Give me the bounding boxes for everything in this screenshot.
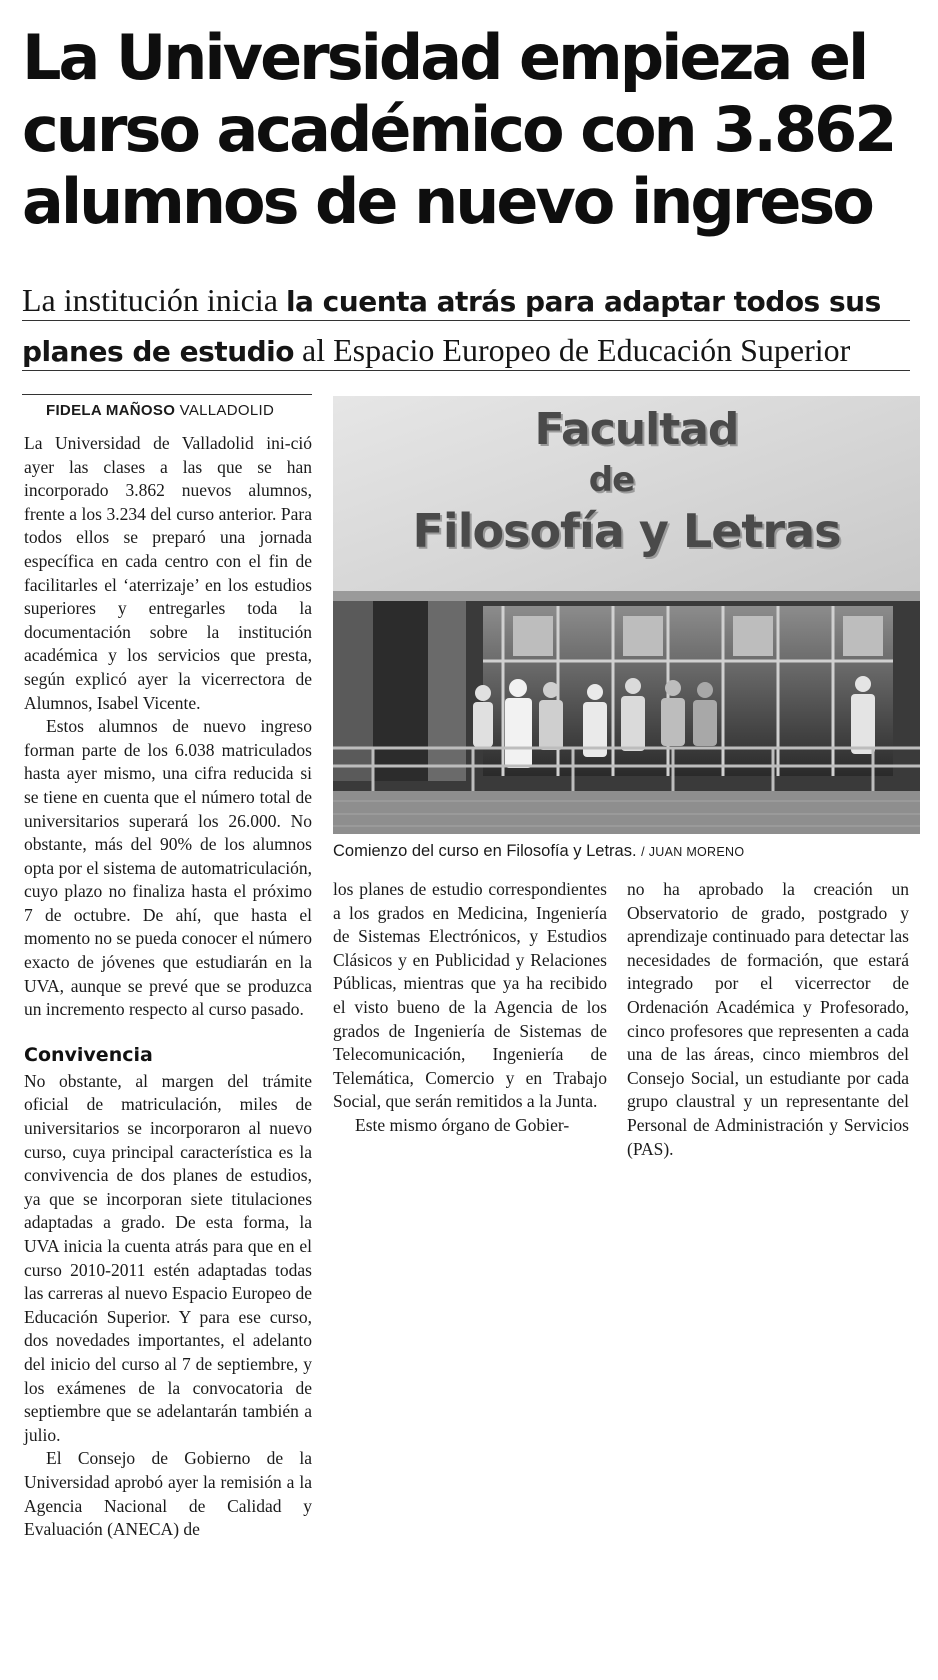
column-3 [627, 878, 909, 1161]
col3-paragraph-1: no ha aprobado la creación un Observatorio de grado, postgrado y aprendizaje continuado para detectar las necesidades de formación, que estará integrado por el vicerrector de Ordenación Académica y Profesorado, cinco profesores que representen a cada una de las áreas, cinco miembros del Consejo Social, un estudiante por cada grupo claustral y un representante del Personal de Administración y Servicios (PAS). [627, 879, 909, 1159]
byline-rule [22, 394, 312, 395]
col2-paragraph-1: los planes de estudio correspondientes a los grados en Medicina, Ingeniería de Sistemas Electrónicos, y Estudios Clásicos y en Publicidad y Relaciones Públicas, mientras que ya ha recibido el visto bueno de la Agencia de los grados de Ingeniería de Sistemas de Telecomunicación, Ingeniería de Telemática, Comercio y en Trabajo Social, que serán remitidos a la Junta. [333, 879, 607, 1112]
subhead-part-3: planes de estudio [22, 335, 295, 368]
headline-line-1: La Universidad empieza el [22, 21, 867, 94]
col1-paragraph-4: El Consejo de Gobierno de la Universidad aprobó ayer la remisión a la Agencia Nacional de Calidad y Evaluación (ANECA) de [24, 1448, 312, 1540]
subhead [22, 276, 922, 376]
subhead-part-4: al Espacio Europeo de Educación Superior [302, 332, 851, 368]
col1-paragraph-2: Estos alumnos de nuevo ingreso forman parte de los 6.038 matriculados hasta ayer mismo, una cifra reducida si se tiene en cuenta que el número total de universitarios superará los 26.000. No obstante, más del 90% de los alumnos opta por el sistema de automatriculación, cuyo plazo no finaliza hasta el próximo 7 de octubre. De ahí, que hasta el momento no se pueda conocer el número exacto de jóvenes que estudiarán en la UVA, aunque se prevé que se produzca un incremento respecto al curso pasado. [24, 716, 312, 1020]
col2-paragraph-2: Este mismo órgano de Gobier- [355, 1114, 570, 1135]
byline-author: FIDELA MAÑOSO [46, 402, 176, 419]
subhead-bottom-rule [22, 370, 910, 371]
headline-line-3: alumnos de nuevo ingreso [22, 165, 872, 238]
faculty-photo [333, 396, 920, 834]
photo-caption [333, 842, 744, 861]
section-title-convivencia: Convivencia [24, 1043, 153, 1066]
headline [22, 22, 902, 238]
caption-text: Comienzo del curso en Filosofía y Letras. [333, 842, 637, 860]
subhead-part-1: La institución inicia [22, 282, 278, 318]
column-1 [24, 432, 312, 1542]
col1-paragraph-1: La Universidad de Valladolid ini-ció ayer las clases a las que se han incorporado 3.862 nuevos alumnos, frente a los 3.234 del curso anterior. Para todos ellos se preparó una jornada específica en cada centro con el fin de facilitarles el ‘aterrizaje’ en los estudios superiores y entregarles toda la documentación sobre la institución académica y los servicios que presta, según explicó ayer la vicerrectora de Alumnos, Isabel Vicente. [24, 433, 312, 713]
col1-paragraph-3: No obstante, al margen del trámite oficial de matriculación, miles de universitarios se incorporaron al nuevo curso, cuya principal característica es la convivencia de dos planes de estudios, ya que se incorporan siete titulaciones adaptadas a grado. De esta forma, la UVA inicia la cuenta atrás para que en el curso 2010-2011 estén adaptadas todas las carreras al nuevo Espacio Europeo de Educación Superior. Y para ese curso, dos novedades importantes, el adelanto del inicio del curso al 7 de septiembre, y los exámenes de la convocatoria de septiembre que se adelantarán también a julio. [24, 1070, 312, 1445]
subhead-part-2: la cuenta atrás para adaptar todos sus [285, 285, 881, 318]
sign-line-2: de [588, 460, 635, 500]
photo-credit: / JUAN MORENO [641, 845, 745, 859]
column-2 [333, 878, 607, 1138]
sign-line-3: Filosofía y Letras [412, 504, 841, 558]
byline [46, 402, 274, 419]
sign-line-1: Facultad [534, 404, 739, 455]
byline-place: VALLADOLID [179, 402, 275, 419]
headline-line-2: curso académico con 3.862 [22, 93, 895, 166]
